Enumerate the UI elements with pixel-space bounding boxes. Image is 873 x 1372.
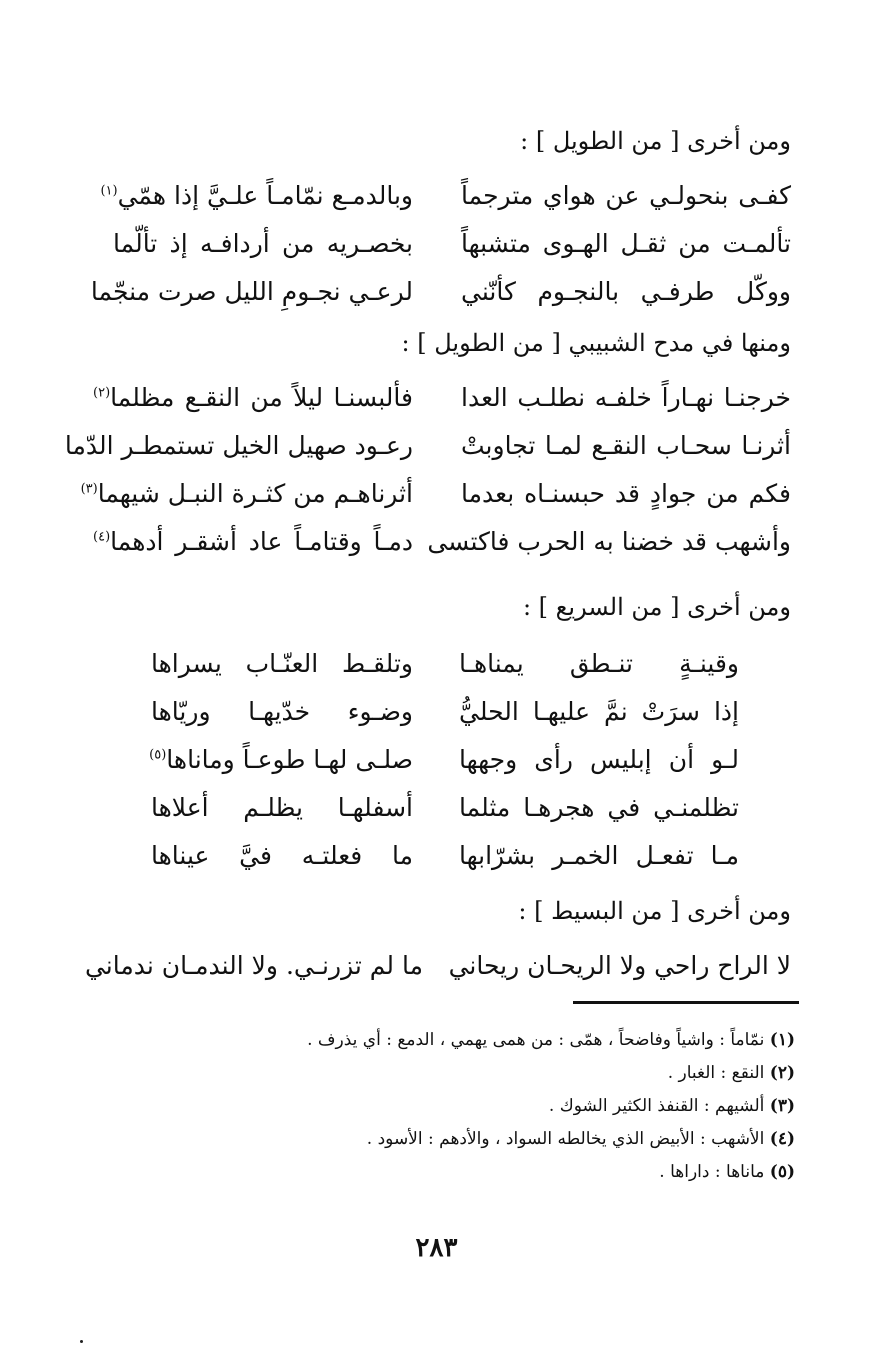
- verse-first-hemistich: تظلمنـي في هجرهـا مثلما: [459, 793, 739, 822]
- footnote-text: النقع : الغبار .: [667, 1063, 765, 1083]
- footnote-marker: (١): [100, 183, 118, 199]
- footnote-separator: [573, 1001, 799, 1004]
- verse-first-hemistich: خرجنـا نهـاراً خلفـه نطلـب العدا: [461, 383, 791, 412]
- hemistich-text: أثرناهـم من كثـرة النبـل شيهما: [97, 479, 413, 508]
- poem-block: [64, 378, 791, 570]
- section-heading: ومن أخرى [ من البسيط ] :: [518, 897, 791, 925]
- footnote-marker: (٤): [93, 529, 111, 545]
- verse-first-hemistich: وأشهب قد خضنا به الحرب فاكتسى: [427, 527, 791, 556]
- poem-block: [71, 946, 791, 994]
- verse-first-hemistich: تألمـت من ثقـل الهـوى متشبهاً: [461, 229, 791, 258]
- verse-second-hemistich: ما فعلتـه فيَّ عيناها: [151, 841, 413, 870]
- verse-second-hemistich: [80, 474, 413, 514]
- verse-first-hemistich: إذا سرَتْ نمَّ عليهـا الحليُّ: [459, 697, 739, 726]
- footnotes: [95, 1024, 795, 1189]
- verse-line: [71, 946, 791, 994]
- verse-line: [71, 522, 791, 570]
- verse-first-hemistich: أثرنـا سحـاب النقـع لمـا تجاوبتْ: [461, 431, 791, 460]
- hemistich-text: صلـى لهـا طوعـاً وماناها: [166, 745, 413, 774]
- poem-block: [71, 176, 791, 320]
- footnote-marker: (٣): [80, 481, 98, 497]
- footnote: [95, 1024, 795, 1057]
- footnote: [95, 1057, 795, 1090]
- section-heading: ومن أخرى [ من الطويل ] :: [520, 127, 791, 155]
- verse-line: [71, 836, 791, 884]
- hemistich-text: فألبسنـا ليلاً من النقـع مظلما: [110, 383, 413, 412]
- footnote: [95, 1123, 795, 1156]
- verse-line: [71, 224, 791, 272]
- verse-second-hemistich: ما لم تزرنـي. ولا الندمـان ندماني: [84, 951, 423, 980]
- verse-line: [71, 176, 791, 224]
- verse-first-hemistich: مـا تفعـل الخمـر بشرّابها: [459, 841, 739, 870]
- verse-first-hemistich: فكم من جوادٍ قد حبسنـاه بعدما: [461, 479, 791, 508]
- hemistich-text: وبالدمـع نمّامـاً علـيَّ إذا همّي: [117, 181, 413, 210]
- verse-second-hemistich: بخصـريه من أردافـه إذ تألّما: [113, 229, 413, 258]
- page-number: ٢٨٣: [415, 1233, 458, 1263]
- footnote-number: (٤): [769, 1129, 795, 1149]
- poem-block: [71, 644, 791, 884]
- footnote-number: (٥): [769, 1162, 795, 1182]
- footnote-marker: (٢): [93, 385, 111, 401]
- verse-second-hemistich: لرعـي نجـومِ الليل صرت منجّما: [90, 277, 413, 306]
- footnote-text: ألشيهم : القنفذ الكثير الشوك .: [548, 1096, 765, 1116]
- verse-second-hemistich: وتلقـط العنّـاب يسراها: [151, 649, 413, 678]
- footnote-number: (٢): [769, 1063, 795, 1083]
- verse-line: [71, 474, 791, 522]
- verse-first-hemistich: لا الراح راحي ولا الريحـان ريحاني: [448, 951, 791, 980]
- verse-line: [71, 740, 791, 788]
- verse-first-hemistich: وقينـةٍ تنـطق يمناهـا: [459, 649, 739, 678]
- verse-line: [71, 692, 791, 740]
- verse-line: [71, 788, 791, 836]
- verse-second-hemistich: [100, 176, 413, 216]
- verse-line: [71, 644, 791, 692]
- verse-second-hemistich: [93, 522, 413, 562]
- verse-second-hemistich: رعـود صهيل الخيل تستمطـر الدّما: [64, 431, 413, 460]
- verse-second-hemistich: وضـوء خدّيهـا وريّاها: [151, 697, 413, 726]
- footnote-text: الأشهب : الأبيض الذي يخالطه السواد ، والأدهم : الأسود .: [366, 1129, 765, 1149]
- verse-first-hemistich: ووكّل طرفـي بالنجـوم كأنّني: [461, 277, 791, 306]
- verse-second-hemistich: [93, 378, 413, 418]
- footnote-marker: (٥): [149, 747, 167, 763]
- verse-line: [71, 378, 791, 426]
- verse-first-hemistich: لـو أن إبليس رأى وجهها: [459, 745, 739, 774]
- footnote-number: (٣): [769, 1096, 795, 1116]
- section-heading: ومن أخرى [ من السريع ] :: [522, 593, 791, 621]
- footnote-text: ماناها : داراها .: [659, 1162, 765, 1182]
- footnote: [95, 1156, 795, 1189]
- footnote: [95, 1090, 795, 1123]
- verse-line: [71, 272, 791, 320]
- verse-first-hemistich: كفـى بنحولـي عن هواي مترجماً: [461, 181, 791, 210]
- section-heading: ومنها في مدح الشبيبي [ من الطويل ] :: [401, 329, 791, 357]
- footnote-number: (١): [769, 1030, 795, 1050]
- verse-second-hemistich: أسفلهـا يظلـم أعلاها: [151, 793, 413, 822]
- verse-second-hemistich: [151, 740, 413, 780]
- hemistich-text: دمـاً وقتامـاً عاد أشقـر أدهما: [110, 527, 413, 556]
- footnote-text: نمّاماً : واشياً وفاضحاً ، همّى : من همى يهمي ، الدمع : أي يذرف .: [307, 1030, 765, 1050]
- scan-speck: [80, 1340, 83, 1343]
- verse-line: [64, 426, 791, 474]
